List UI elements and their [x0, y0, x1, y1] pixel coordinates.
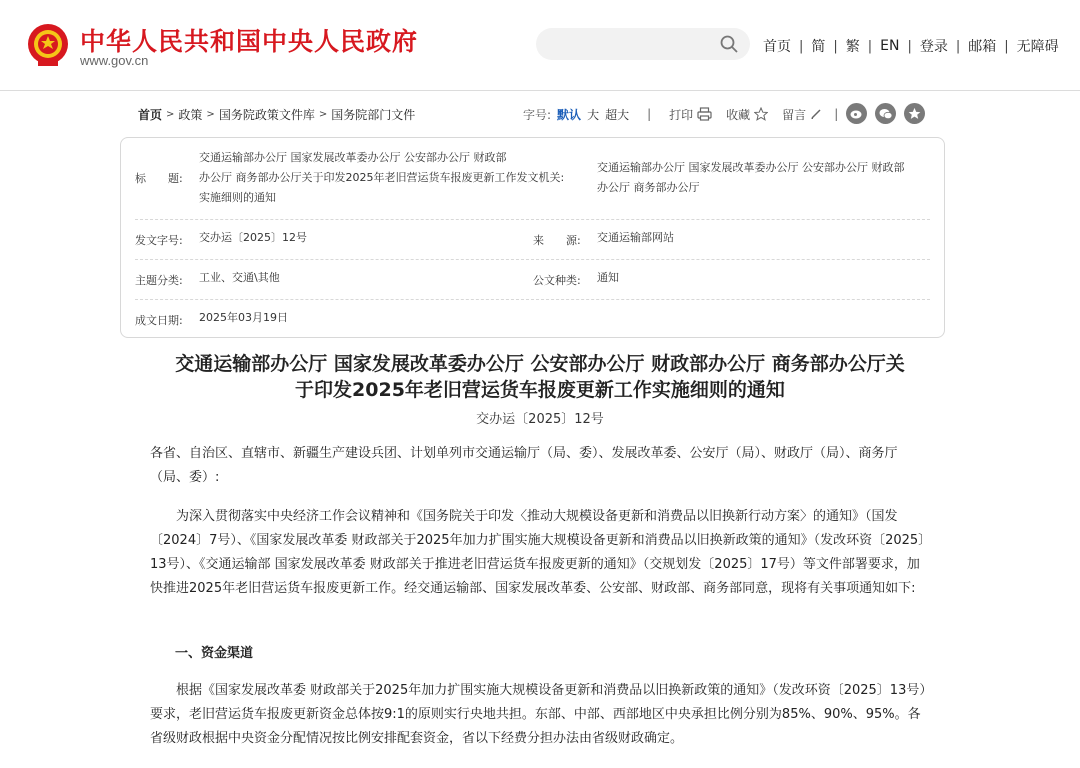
info-title-line: 交通运输部办公厅 国家发展改革委办公厅 公安部办公厅 财政部	[199, 151, 507, 164]
nav-mail[interactable]: 邮箱	[968, 39, 997, 55]
search-box	[536, 28, 750, 60]
breadcrumb-home[interactable]: 首页	[138, 108, 163, 122]
info-issuer-value	[597, 158, 930, 198]
top-nav	[763, 36, 1059, 56]
print-button[interactable]	[669, 106, 712, 123]
font-size-label: 字号:	[523, 107, 552, 122]
breadcrumb	[138, 106, 415, 123]
site-title[interactable]: 中华人民共和国中央人民政府	[80, 27, 419, 56]
nav-separator: |	[833, 38, 838, 54]
breadcrumb-policy[interactable]: 政策	[178, 108, 203, 122]
info-date-value: 2025年03月19日	[199, 311, 288, 324]
info-row-title	[135, 150, 930, 220]
info-source-label: 来 源:	[533, 234, 581, 247]
breadcrumb-policy-library[interactable]: 国务院政策文件库	[218, 108, 315, 122]
breadcrumb-arrow-icon: >	[318, 109, 328, 120]
info-issuer-line: 交通运输部办公厅 国家发展改革委办公厅 公安部办公厅 财政部	[597, 161, 905, 174]
comment-button[interactable]	[782, 106, 822, 123]
article-title	[150, 351, 930, 403]
printer-icon	[697, 107, 712, 121]
nav-english[interactable]: EN	[880, 38, 900, 54]
national-emblem-icon[interactable]	[26, 22, 70, 68]
info-source-value[interactable]: 交通运输部网站	[597, 231, 674, 244]
nav-separator: |	[1004, 38, 1009, 54]
site-url: www.gov.cn	[80, 53, 149, 68]
article-paragraph: 为深入贯彻落实中央经济工作会议精神和《国务院关于印发〈推动大规模设备更新和消费品以旧换新行动方案〉的通知》（国发〔2024〕7号）、《国家发展改革委 财政部关于2025年加力扩围实施大规模设备更新和消费品以旧换新政策的通知》（发改环资〔2025〕13号）、《交通运输部 国家发展改革委 财政部关于推进老旧营运货车报废更新的通知》（交规划发〔2025〕17号）等文件部署要求，加快推进2025年老旧营运货车报废更新工作。经交通运输部、国家发展改革委、公安部、财政部、商务部同意，现将有关事项通知如下:	[150, 509, 925, 596]
search-icon[interactable]	[720, 35, 738, 53]
document-info-box	[120, 137, 945, 338]
info-doc-no-value: 交办运〔2025〕12号	[199, 231, 307, 244]
info-date-label: 成文日期:	[135, 314, 183, 327]
info-title-label: 标 题:	[135, 172, 183, 185]
breadcrumb-arrow-icon: >	[166, 109, 175, 120]
site-header	[0, 0, 1080, 90]
tools-separator: |	[647, 107, 652, 121]
info-row-date	[135, 300, 930, 336]
info-type-label: 公文种类:	[533, 274, 581, 287]
info-issuer-line: 办公厅 商务部办公厅	[597, 181, 700, 194]
nav-traditional[interactable]: 繁	[845, 39, 860, 55]
info-title-line: 实施细则的通知	[199, 191, 276, 204]
article-salutation: 各省、自治区、直辖市、新疆生产建设兵团、计划单列市交通运输厅（局、委）、发展改革委、公安厅（局）、财政厅（局）、商务厅（局、委）:	[150, 446, 898, 485]
font-size-xlarge[interactable]: 超大	[605, 107, 630, 122]
comment-label: 留言	[782, 107, 807, 122]
info-topic-label: 主题分类:	[135, 274, 183, 287]
article-title-line: 交通运输部办公厅 国家发展改革委办公厅 公安部办公厅 财政部办公厅 商务部办公厅关	[175, 353, 905, 375]
article-paragraph: 根据《国家发展改革委 财政部关于2025年加力扩围实施大规模设备更新和消费品以旧换新政策的通知》（发改环资〔2025〕13号）要求，老旧营运货车报废更新资金总体按9:1的原则实行央地共担。东部、中部、西部地区中央承担比例分别为85%、90%、95%。各省级财政根据中央资金分配情况按比例安排配套资金，省以下经费分担办法由省级财政确定。	[150, 683, 926, 746]
info-topic-value: 工业、交通\其他	[199, 271, 280, 284]
header-divider	[0, 90, 1080, 91]
nav-separator: |	[907, 38, 912, 54]
info-doc-no-label: 发文字号:	[135, 234, 183, 247]
search-input[interactable]	[550, 34, 710, 54]
favorite-label: 收藏	[726, 107, 751, 122]
nav-separator: |	[955, 38, 961, 54]
font-size-large[interactable]: 大	[587, 107, 600, 122]
breadcrumb-arrow-icon: >	[206, 109, 215, 120]
tools-separator: |	[834, 107, 839, 121]
info-title-value	[199, 148, 594, 208]
wechat-icon[interactable]	[875, 103, 896, 124]
pencil-icon	[810, 108, 822, 120]
nav-separator: |	[799, 38, 804, 54]
nav-separator: |	[867, 38, 873, 54]
info-title-line: 办公厅 商务部办公厅关于印发2025年老旧营运货车报废更新工作发文机关:	[199, 171, 565, 184]
nav-simplified[interactable]: 简	[811, 39, 826, 55]
font-size-default[interactable]: 默认	[557, 107, 582, 122]
share-icons	[846, 103, 933, 124]
breadcrumb-dept-docs[interactable]: 国务院部门文件	[331, 108, 416, 122]
weibo-icon[interactable]	[846, 103, 867, 124]
star-icon[interactable]	[904, 103, 925, 124]
star-outline-icon	[754, 107, 768, 121]
section-heading: 一、资金渠道	[175, 646, 254, 661]
info-row-topic	[135, 260, 930, 300]
favorite-button[interactable]	[726, 106, 768, 123]
nav-accessibility[interactable]: 无障碍	[1016, 39, 1059, 55]
print-label: 打印	[669, 107, 694, 122]
article-tools	[523, 104, 838, 124]
nav-login[interactable]: 登录	[919, 39, 948, 55]
article-title-line: 于印发2025年老旧营运货车报废更新工作实施细则的通知	[295, 379, 785, 401]
info-type-value: 通知	[597, 271, 619, 284]
article-doc-number: 交办运〔2025〕12号	[476, 412, 604, 427]
info-row-doc-number	[135, 220, 930, 260]
nav-home[interactable]: 首页	[763, 39, 791, 55]
